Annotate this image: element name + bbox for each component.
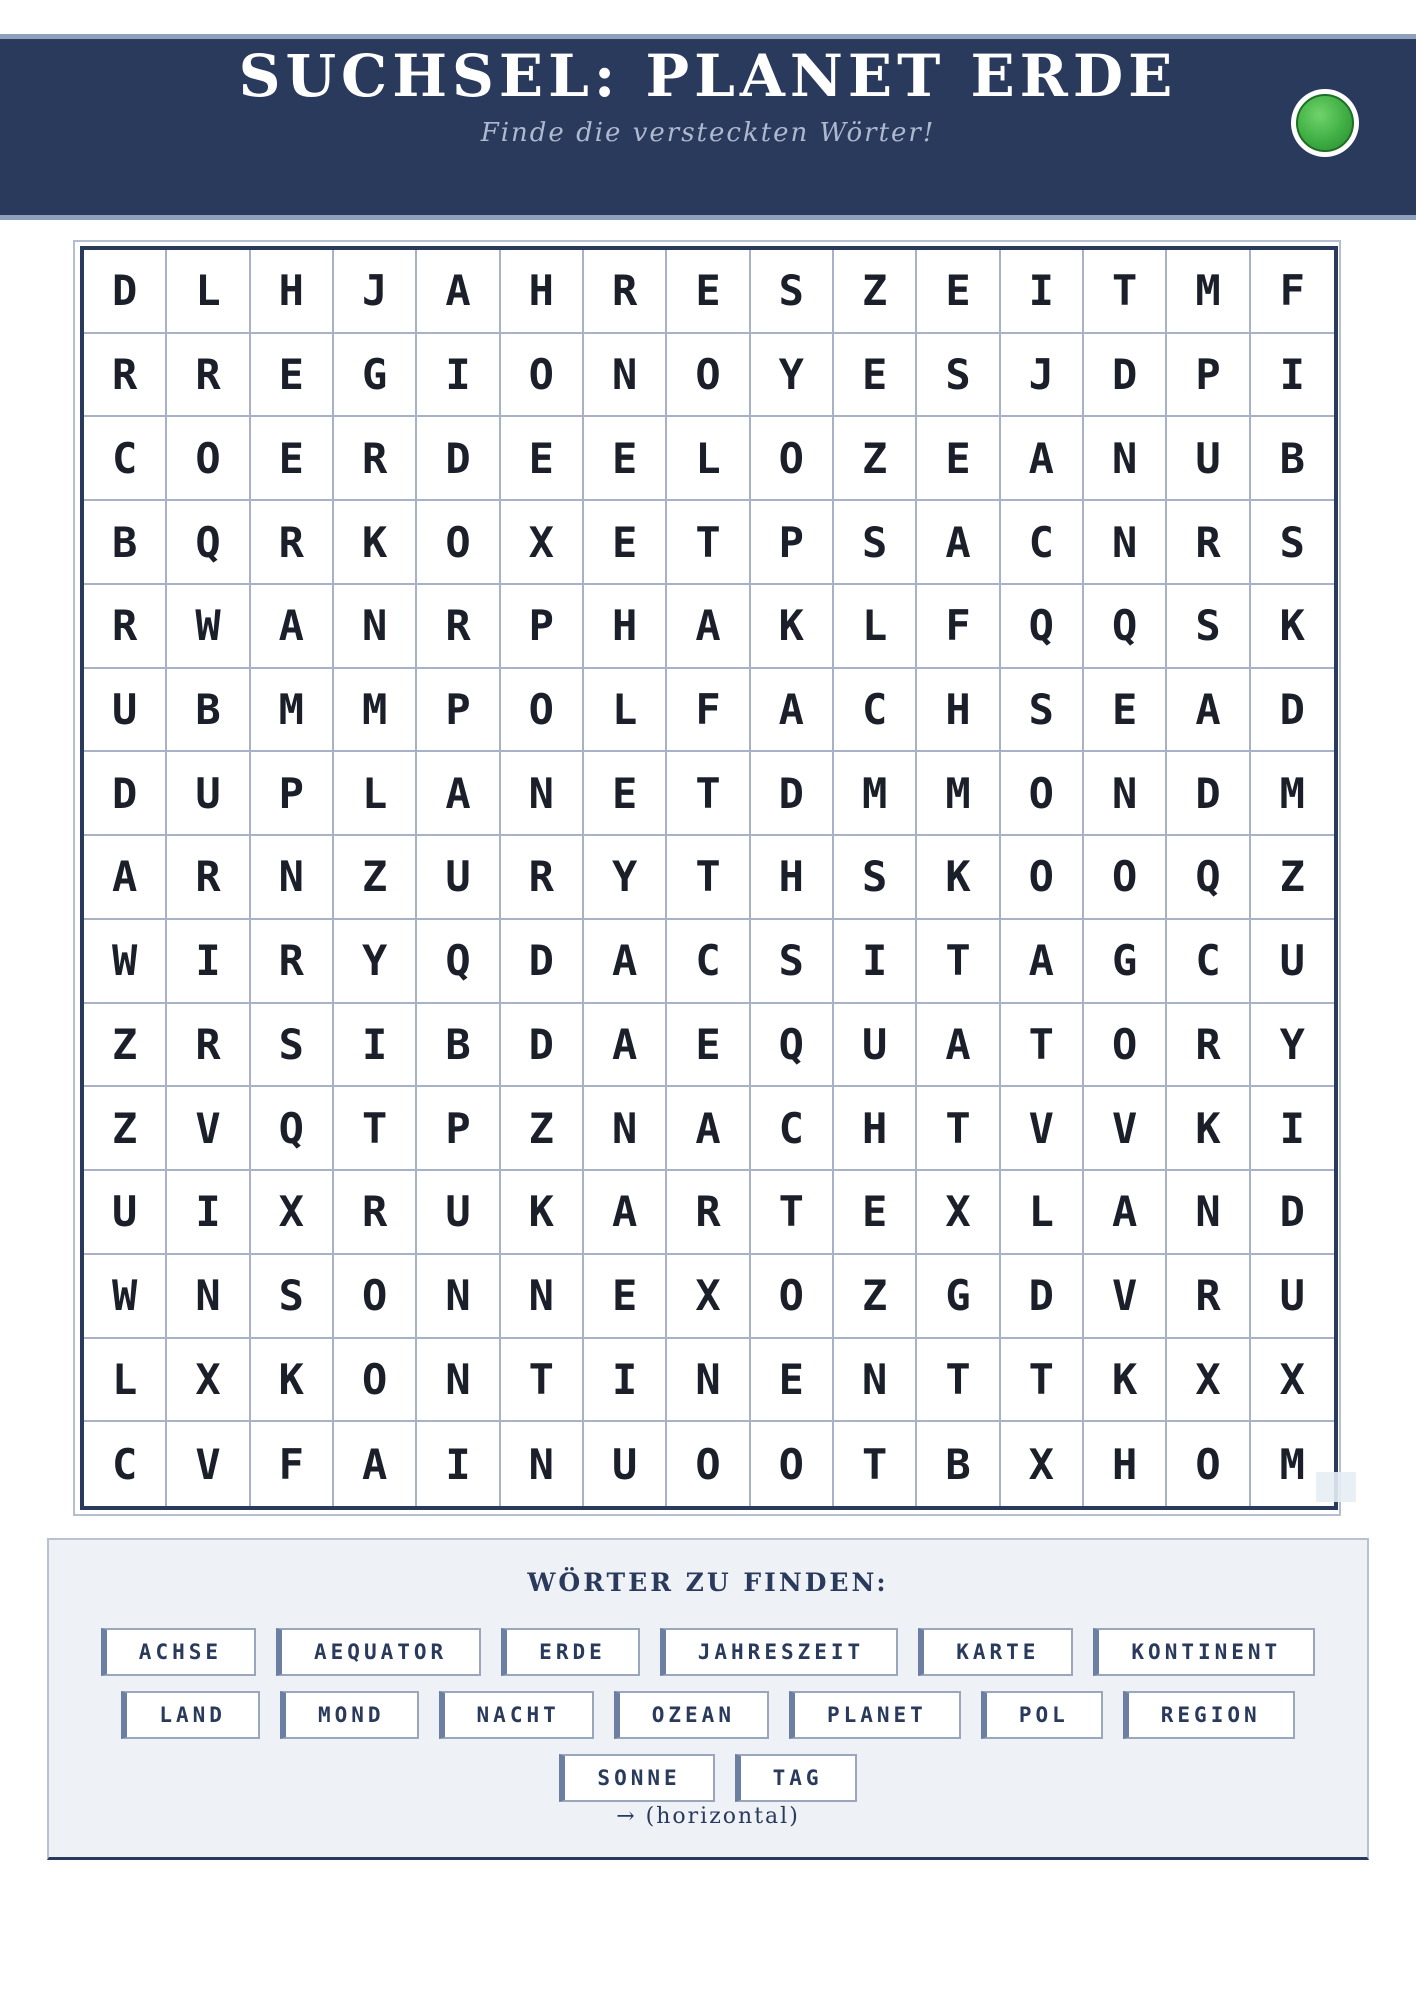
grid-cell[interactable]: B: [417, 1004, 500, 1088]
grid-cell[interactable]: R: [84, 334, 167, 418]
grid-cell[interactable]: U: [417, 836, 500, 920]
grid-cell[interactable]: Y: [1251, 1004, 1334, 1088]
grid-cell[interactable]: B: [84, 501, 167, 585]
grid-cell[interactable]: A: [1001, 920, 1084, 1004]
grid-cell[interactable]: K: [1084, 1339, 1167, 1423]
grid-cell[interactable]: N: [584, 334, 667, 418]
grid-cell[interactable]: D: [417, 417, 500, 501]
grid-cell[interactable]: H: [501, 250, 584, 334]
grid-cell[interactable]: S: [1251, 501, 1334, 585]
grid-cell[interactable]: E: [667, 1004, 750, 1088]
word-chip: SONNE: [559, 1754, 714, 1802]
grid-cell[interactable]: H: [917, 669, 1000, 753]
grid-cell[interactable]: C: [751, 1087, 834, 1171]
grid-cell[interactable]: N: [1084, 501, 1167, 585]
grid-cell[interactable]: V: [167, 1087, 250, 1171]
grid-cell[interactable]: M: [1167, 250, 1250, 334]
grid-cell[interactable]: Y: [584, 836, 667, 920]
grid-cell[interactable]: A: [251, 585, 334, 669]
grid-cell[interactable]: U: [84, 669, 167, 753]
grid-cell[interactable]: A: [84, 836, 167, 920]
grid-cell[interactable]: B: [1251, 417, 1334, 501]
grid-cell[interactable]: K: [501, 1171, 584, 1255]
grid-cell[interactable]: S: [834, 501, 917, 585]
grid-cell[interactable]: P: [417, 1087, 500, 1171]
page-subtitle: Finde die versteckten Wörter!: [480, 118, 936, 148]
word-row: [49, 1754, 1367, 1802]
grid-cell[interactable]: A: [1001, 417, 1084, 501]
grid-cell[interactable]: T: [917, 1339, 1000, 1423]
grid-cell[interactable]: U: [167, 752, 250, 836]
grid-cell[interactable]: I: [417, 1422, 500, 1506]
grid-cell[interactable]: P: [501, 585, 584, 669]
grid-cell[interactable]: Q: [1001, 585, 1084, 669]
grid-cell[interactable]: N: [334, 585, 417, 669]
grid-cell[interactable]: W: [84, 920, 167, 1004]
grid-cell[interactable]: A: [584, 920, 667, 1004]
grid-cell[interactable]: L: [1001, 1171, 1084, 1255]
grid-cell[interactable]: B: [167, 669, 250, 753]
grid-cell[interactable]: T: [834, 1422, 917, 1506]
page-title: SUCHSEL: PLANET ERDE: [238, 42, 1178, 110]
grid-cell[interactable]: V: [1084, 1255, 1167, 1339]
grid-cell[interactable]: O: [334, 1255, 417, 1339]
word-chip: MOND: [280, 1691, 419, 1739]
grid-cell[interactable]: X: [501, 501, 584, 585]
grid-cell[interactable]: R: [167, 1004, 250, 1088]
grid-cell[interactable]: Q: [417, 920, 500, 1004]
grid-cell[interactable]: O: [1084, 836, 1167, 920]
grid-cell[interactable]: W: [84, 1255, 167, 1339]
grid-cell[interactable]: U: [84, 1171, 167, 1255]
grid-cell[interactable]: K: [751, 585, 834, 669]
grid-cell[interactable]: E: [584, 501, 667, 585]
status-indicator-icon: [1291, 89, 1359, 157]
grid-cell[interactable]: O: [751, 417, 834, 501]
grid-cell[interactable]: R: [167, 334, 250, 418]
grid-cell[interactable]: H: [834, 1087, 917, 1171]
grid-cell[interactable]: S: [251, 1004, 334, 1088]
grid-cell[interactable]: A: [417, 752, 500, 836]
grid-cell[interactable]: D: [751, 752, 834, 836]
grid-cell[interactable]: X: [251, 1171, 334, 1255]
grid-cell[interactable]: H: [1084, 1422, 1167, 1506]
word-chip: REGION: [1123, 1691, 1295, 1739]
letter-grid: [80, 246, 1338, 1510]
grid-cell[interactable]: L: [667, 417, 750, 501]
grid-cell[interactable]: S: [1167, 585, 1250, 669]
word-list-heading: WÖRTER ZU FINDEN:: [527, 1568, 889, 1597]
grid-cell[interactable]: K: [917, 836, 1000, 920]
grid-cell[interactable]: N: [501, 1422, 584, 1506]
grid-cell[interactable]: E: [667, 250, 750, 334]
grid-cell[interactable]: O: [751, 1422, 834, 1506]
grid-cell[interactable]: R: [334, 417, 417, 501]
grid-cell[interactable]: U: [417, 1171, 500, 1255]
grid-cell[interactable]: K: [1251, 585, 1334, 669]
grid-cell[interactable]: V: [167, 1422, 250, 1506]
grid-cell[interactable]: E: [251, 334, 334, 418]
grid-cell[interactable]: L: [584, 669, 667, 753]
grid-cell[interactable]: R: [417, 585, 500, 669]
grid-cell[interactable]: N: [1167, 1171, 1250, 1255]
grid-cell[interactable]: X: [667, 1255, 750, 1339]
word-chip: LAND: [121, 1691, 260, 1739]
grid-cell[interactable]: U: [584, 1422, 667, 1506]
grid-cell[interactable]: E: [251, 417, 334, 501]
grid-cell[interactable]: N: [251, 836, 334, 920]
grid-cell[interactable]: E: [1084, 669, 1167, 753]
grid-cell[interactable]: X: [1167, 1339, 1250, 1423]
grid-cell[interactable]: T: [1001, 1004, 1084, 1088]
grid-cell[interactable]: I: [1001, 250, 1084, 334]
grid-cell[interactable]: C: [84, 417, 167, 501]
word-chip: OZEAN: [614, 1691, 769, 1739]
grid-cell[interactable]: A: [334, 1422, 417, 1506]
grid-cell[interactable]: F: [667, 669, 750, 753]
grid-cell[interactable]: R: [334, 1171, 417, 1255]
grid-cell[interactable]: N: [667, 1339, 750, 1423]
grid-cell[interactable]: S: [1001, 669, 1084, 753]
grid-cell[interactable]: O: [501, 669, 584, 753]
grid-cell[interactable]: X: [1001, 1422, 1084, 1506]
grid-cell[interactable]: N: [417, 1255, 500, 1339]
grid-cell[interactable]: O: [1084, 1004, 1167, 1088]
grid-cell[interactable]: T: [751, 1171, 834, 1255]
grid-cell[interactable]: Y: [334, 920, 417, 1004]
word-chip: KARTE: [918, 1628, 1073, 1676]
grid-cell[interactable]: M: [834, 752, 917, 836]
grid-cell[interactable]: E: [501, 417, 584, 501]
grid-cell[interactable]: A: [667, 1087, 750, 1171]
word-row: [49, 1628, 1367, 1676]
grid-cell[interactable]: S: [917, 334, 1000, 418]
word-chip: ERDE: [501, 1628, 640, 1676]
grid-cell[interactable]: M: [251, 669, 334, 753]
grid-cell[interactable]: R: [501, 836, 584, 920]
word-chip: AEQUATOR: [276, 1628, 481, 1676]
grid-cell[interactable]: C: [1167, 920, 1250, 1004]
grid-cell[interactable]: O: [667, 1422, 750, 1506]
word-chip: JAHRESZEIT: [660, 1628, 898, 1676]
grid-cell[interactable]: T: [334, 1087, 417, 1171]
grid-cell[interactable]: G: [917, 1255, 1000, 1339]
grid-cell[interactable]: T: [1001, 1339, 1084, 1423]
grid-cell[interactable]: N: [584, 1087, 667, 1171]
grid-cell[interactable]: T: [917, 1087, 1000, 1171]
grid-cell[interactable]: O: [1167, 1422, 1250, 1506]
grid-cell[interactable]: L: [834, 585, 917, 669]
word-chip: ACHSE: [101, 1628, 256, 1676]
grid-cell[interactable]: E: [751, 1339, 834, 1423]
grid-cell[interactable]: M: [1279, 1439, 1305, 1489]
grid-cell[interactable]: E: [584, 752, 667, 836]
grid-cell[interactable]: D: [501, 1004, 584, 1088]
grid-cell[interactable]: I: [167, 1171, 250, 1255]
grid-cell[interactable]: A: [917, 1004, 1000, 1088]
word-chip: TAG: [735, 1754, 857, 1802]
corner-decoration-icon: [1316, 1472, 1356, 1502]
grid-cell[interactable]: D: [1084, 334, 1167, 418]
grid-cell[interactable]: N: [501, 752, 584, 836]
grid-cell[interactable]: P: [1167, 334, 1250, 418]
grid-cell[interactable]: D: [1251, 1171, 1334, 1255]
grid-cell[interactable]: O: [334, 1339, 417, 1423]
grid-cell[interactable]: R: [1167, 1255, 1250, 1339]
grid-cell[interactable]: I: [1251, 1087, 1334, 1171]
grid-cell[interactable]: Q: [751, 1004, 834, 1088]
direction-note: → (horizontal): [616, 1804, 800, 1829]
grid-cell[interactable]: W: [167, 585, 250, 669]
grid-cell[interactable]: I: [834, 920, 917, 1004]
grid-cell[interactable]: X: [167, 1339, 250, 1423]
grid-cell[interactable]: T: [1084, 250, 1167, 334]
grid-cell[interactable]: O: [501, 334, 584, 418]
grid-cell[interactable]: T: [667, 836, 750, 920]
grid-cell[interactable]: H: [251, 250, 334, 334]
grid-cell[interactable]: B: [917, 1422, 1000, 1506]
grid-cell[interactable]: E: [834, 1171, 917, 1255]
grid-cell[interactable]: M: [917, 752, 1000, 836]
grid-cell[interactable]: R: [84, 585, 167, 669]
grid-cell[interactable]: Z: [834, 1255, 917, 1339]
grid-cell[interactable]: H: [751, 836, 834, 920]
grid-cell[interactable]: Q: [167, 501, 250, 585]
grid-cell[interactable]: O: [1001, 752, 1084, 836]
grid-cell[interactable]: I: [167, 920, 250, 1004]
grid-cell[interactable]: T: [667, 752, 750, 836]
grid-cell[interactable]: I: [1251, 334, 1334, 418]
grid-cell[interactable]: E: [584, 417, 667, 501]
grid-cell[interactable]: S: [751, 250, 834, 334]
grid-cell[interactable]: E: [917, 250, 1000, 334]
word-chip: PLANET: [789, 1691, 961, 1739]
grid-cell[interactable]: J: [334, 250, 417, 334]
grid-cell[interactable]: S: [751, 920, 834, 1004]
grid-cell[interactable]: L: [167, 250, 250, 334]
grid-cell[interactable]: D: [1001, 1255, 1084, 1339]
grid-cell[interactable]: K: [251, 1339, 334, 1423]
grid-cell[interactable]: D: [501, 920, 584, 1004]
grid-cell[interactable]: C: [667, 920, 750, 1004]
grid-cell[interactable]: L: [84, 1339, 167, 1423]
grid-cell[interactable]: R: [667, 1171, 750, 1255]
grid-cell[interactable]: O: [417, 501, 500, 585]
grid-cell[interactable]: Z: [1251, 836, 1334, 920]
grid-cell[interactable]: A: [917, 501, 1000, 585]
grid-cell[interactable]: J: [1001, 334, 1084, 418]
word-chip: POL: [981, 1691, 1103, 1739]
grid-cell[interactable]: R: [251, 920, 334, 1004]
grid-cell[interactable]: V: [1084, 1087, 1167, 1171]
grid-cell[interactable]: R: [1167, 1004, 1250, 1088]
grid-cell[interactable]: C: [1001, 501, 1084, 585]
grid-cell[interactable]: I: [584, 1339, 667, 1423]
grid-cell[interactable]: E: [584, 1255, 667, 1339]
grid-cell[interactable]: Q: [1167, 836, 1250, 920]
grid-cell[interactable]: Q: [251, 1087, 334, 1171]
grid-cell[interactable]: O: [167, 417, 250, 501]
grid-cell[interactable]: Y: [751, 334, 834, 418]
grid-cell[interactable]: Q: [1084, 585, 1167, 669]
grid-cell[interactable]: N: [417, 1339, 500, 1423]
grid-cell[interactable]: S: [251, 1255, 334, 1339]
grid-cell[interactable]: N: [167, 1255, 250, 1339]
word-chip: KONTINENT: [1093, 1628, 1315, 1676]
grid-cell[interactable]: A: [667, 585, 750, 669]
grid-cell[interactable]: G: [334, 334, 417, 418]
grid-cell[interactable]: E: [834, 334, 917, 418]
grid-cell[interactable]: H: [584, 585, 667, 669]
grid-cell[interactable]: C: [834, 669, 917, 753]
grid-cell[interactable]: U: [1251, 1255, 1334, 1339]
word-chip: NACHT: [439, 1691, 594, 1739]
grid-cell[interactable]: I: [334, 1004, 417, 1088]
grid-cell[interactable]: Z: [501, 1087, 584, 1171]
grid-cell[interactable]: A: [584, 1171, 667, 1255]
grid-cell[interactable]: F: [1251, 250, 1334, 334]
grid-cell[interactable]: E: [917, 417, 1000, 501]
grid-cell[interactable]: U: [1251, 920, 1334, 1004]
grid-cell[interactable]: Z: [334, 836, 417, 920]
grid-cell[interactable]: P: [417, 669, 500, 753]
grid-cell[interactable]: F: [251, 1422, 334, 1506]
grid-cell[interactable]: L: [334, 752, 417, 836]
grid-cell[interactable]: P: [751, 501, 834, 585]
grid-cell[interactable]: A: [751, 669, 834, 753]
grid-cell[interactable]: N: [1084, 752, 1167, 836]
grid-cell[interactable]: Z: [84, 1087, 167, 1171]
word-row: [49, 1691, 1367, 1739]
grid-cell[interactable]: N: [834, 1339, 917, 1423]
grid-cell[interactable]: A: [1167, 669, 1250, 753]
grid-cell[interactable]: R: [584, 250, 667, 334]
grid-cell[interactable]: R: [167, 836, 250, 920]
grid-cell[interactable]: V: [1001, 1087, 1084, 1171]
grid-cell[interactable]: D: [84, 250, 167, 334]
grid-cell[interactable]: O: [667, 334, 750, 418]
grid-cell[interactable]: C: [84, 1422, 167, 1506]
grid-cell[interactable]: K: [334, 501, 417, 585]
grid-cell[interactable]: X: [1251, 1339, 1334, 1423]
grid-cell[interactable]: A: [417, 250, 500, 334]
grid-cell[interactable]: D: [84, 752, 167, 836]
grid-cell[interactable]: Z: [84, 1004, 167, 1088]
grid-cell[interactable]: Z: [834, 417, 917, 501]
grid-cell[interactable]: F: [917, 585, 1000, 669]
grid-cell[interactable]: M: [1251, 752, 1334, 836]
grid-cell[interactable]: N: [501, 1255, 584, 1339]
grid-cell[interactable]: R: [1167, 501, 1250, 585]
grid-cell[interactable]: A: [584, 1004, 667, 1088]
grid-cell[interactable]: X: [917, 1171, 1000, 1255]
grid-cell[interactable]: O: [751, 1255, 834, 1339]
grid-cell[interactable]: D: [1167, 752, 1250, 836]
word-list-panel: [47, 1538, 1369, 1860]
grid-cell[interactable]: G: [1084, 920, 1167, 1004]
grid-cell[interactable]: R: [251, 501, 334, 585]
grid-cell[interactable]: T: [667, 501, 750, 585]
grid-cell[interactable]: N: [1084, 417, 1167, 501]
grid-cell[interactable]: U: [834, 1004, 917, 1088]
grid-cell[interactable]: Z: [834, 250, 917, 334]
grid-cell[interactable]: M: [334, 669, 417, 753]
grid-cell[interactable]: I: [417, 334, 500, 418]
grid-cell[interactable]: A: [1084, 1171, 1167, 1255]
grid-cell[interactable]: D: [1251, 669, 1334, 753]
grid-cell[interactable]: S: [834, 836, 917, 920]
grid-cell[interactable]: O: [1001, 836, 1084, 920]
grid-cell[interactable]: T: [917, 920, 1000, 1004]
grid-cell[interactable]: P: [251, 752, 334, 836]
grid-cell[interactable]: U: [1167, 417, 1250, 501]
grid-cell[interactable]: T: [501, 1339, 584, 1423]
grid-cell[interactable]: K: [1167, 1087, 1250, 1171]
